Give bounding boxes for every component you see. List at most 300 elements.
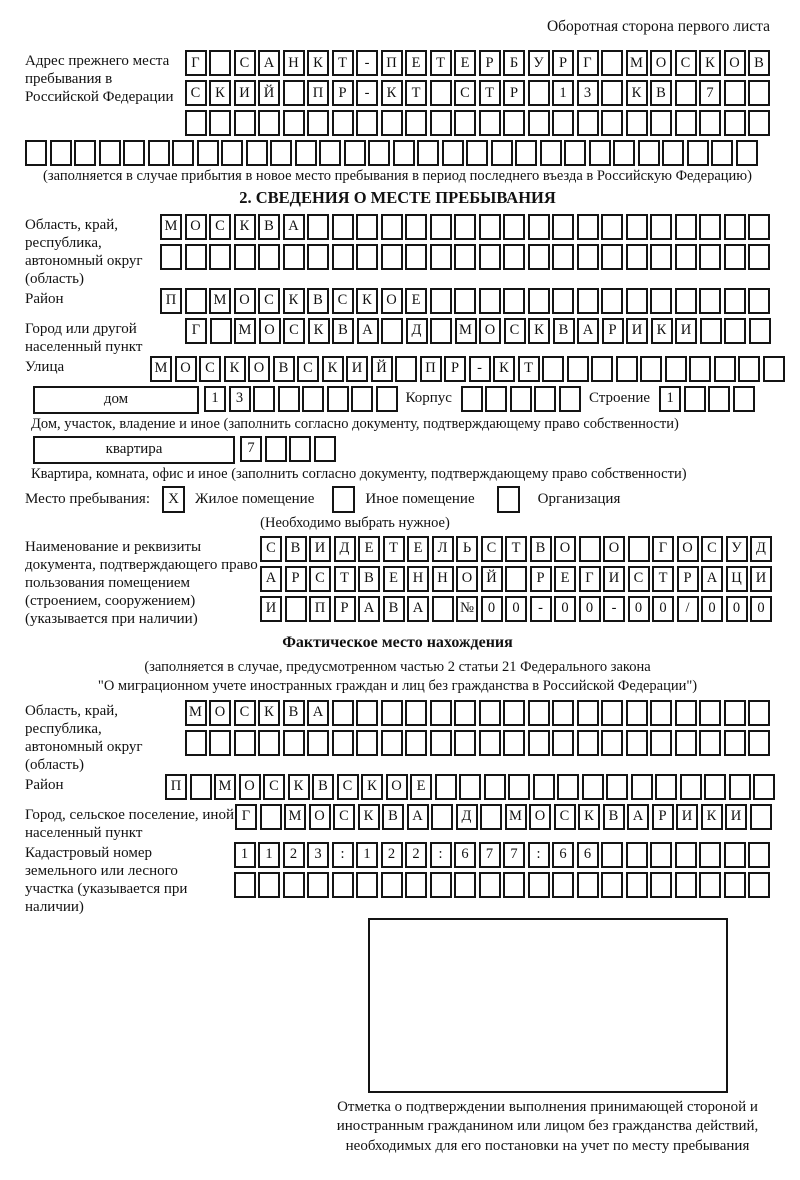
char-cell: Е: [407, 536, 429, 562]
char-cell: В: [383, 596, 405, 622]
char-cell: [626, 872, 648, 898]
char-cell: [479, 730, 501, 756]
checkbox-zhiloe: X: [162, 486, 185, 513]
char-cell: С: [481, 536, 503, 562]
char-cell: [503, 244, 525, 270]
char-cell: [210, 318, 232, 344]
char-cell: [356, 244, 378, 270]
char-cell: 0: [579, 596, 601, 622]
field-kvartira: [25, 436, 770, 464]
char-cell: Д: [334, 536, 356, 562]
char-cell: [466, 140, 488, 166]
oblast-row-2: [160, 244, 770, 270]
char-cell: П: [420, 356, 442, 382]
char-cell: [650, 700, 672, 726]
char-cell: [708, 386, 730, 412]
field-kadastr: [25, 842, 770, 916]
char-cell: 3: [577, 80, 599, 106]
char-cell: [606, 774, 628, 800]
char-cell: О: [175, 356, 197, 382]
char-cell: М: [185, 700, 207, 726]
kvartira-note: Квартира, комната, офис и иное (заполнить согласно документу, подтверждающему право собственности): [31, 465, 687, 482]
char-cell: [430, 80, 452, 106]
char-cell: [616, 356, 638, 382]
char-cell: У: [528, 50, 550, 76]
char-cell: [711, 140, 733, 166]
char-cell: :: [528, 842, 550, 868]
char-cell: [479, 872, 501, 898]
kadastr-row-2: [234, 872, 771, 898]
char-cell: №: [456, 596, 478, 622]
char-cell: С: [454, 80, 476, 106]
char-cell: Н: [432, 566, 454, 592]
char-cell: [591, 356, 613, 382]
char-cell: [265, 436, 287, 462]
char-cell: О: [386, 774, 408, 800]
char-cell: [285, 596, 307, 622]
char-cell: К: [283, 288, 305, 314]
char-cell: [748, 872, 770, 898]
char-cell: [589, 140, 611, 166]
char-cell: [190, 774, 212, 800]
char-cell: [332, 730, 354, 756]
char-cell: 6: [552, 842, 574, 868]
char-cell: К: [651, 318, 673, 344]
char-cell: М: [455, 318, 477, 344]
option-organizatsiya-label: Организация: [537, 490, 621, 507]
char-cell: Р: [652, 804, 674, 830]
char-cell: В: [358, 566, 380, 592]
field-mesto-type: [25, 486, 770, 513]
char-cell: О: [529, 804, 551, 830]
char-cell: [319, 140, 341, 166]
char-cell: А: [283, 214, 305, 240]
char-cell: [381, 214, 403, 240]
checkbox-organizatsiya: [497, 486, 520, 513]
char-cell: И: [676, 804, 698, 830]
field-doc: [25, 536, 770, 628]
char-cell: [454, 214, 476, 240]
char-cell: [628, 536, 650, 562]
char-cell: [748, 244, 770, 270]
fact-gorod-rows: [235, 804, 772, 834]
char-cell: 0: [750, 596, 772, 622]
char-cell: [503, 700, 525, 726]
char-cell: М: [284, 804, 306, 830]
char-cell: [577, 730, 599, 756]
char-cell: С: [628, 566, 650, 592]
char-cell: [479, 214, 501, 240]
char-cell: [684, 386, 706, 412]
char-cell: [258, 110, 280, 136]
char-cell: В: [285, 536, 307, 562]
char-cell: [430, 700, 452, 726]
char-cell: [209, 730, 231, 756]
char-cell: [748, 80, 770, 106]
char-cell: А: [258, 50, 280, 76]
field-prev-address: [25, 50, 770, 140]
char-cell: [528, 80, 550, 106]
char-cell: 3: [307, 842, 329, 868]
field-oblast: [25, 214, 770, 288]
char-cell: П: [160, 288, 182, 314]
char-cell: К: [699, 50, 721, 76]
char-cell: 0: [481, 596, 503, 622]
char-cell: [552, 214, 574, 240]
char-cell: [631, 774, 653, 800]
char-cell: [577, 700, 599, 726]
char-cell: О: [650, 50, 672, 76]
char-cell: [626, 214, 648, 240]
char-cell: 0: [628, 596, 650, 622]
char-cell: [640, 356, 662, 382]
char-cell: [650, 288, 672, 314]
rayon-label: Район: [25, 290, 64, 307]
char-cell: К: [358, 804, 380, 830]
char-cell: К: [209, 80, 231, 106]
char-cell: К: [361, 774, 383, 800]
char-cell: С: [234, 700, 256, 726]
char-cell: [381, 318, 403, 344]
char-cell: [552, 110, 574, 136]
char-cell: И: [725, 804, 747, 830]
char-cell: 1: [258, 842, 280, 868]
char-cell: И: [603, 566, 625, 592]
char-cell: [74, 140, 96, 166]
char-cell: [724, 288, 746, 314]
char-cell: О: [309, 804, 331, 830]
char-cell: [209, 110, 231, 136]
char-cell: П: [165, 774, 187, 800]
char-cell: С: [701, 536, 723, 562]
kvartira-cells: [240, 436, 336, 462]
char-cell: [650, 214, 672, 240]
char-cell: К: [701, 804, 723, 830]
char-cell: О: [479, 318, 501, 344]
char-cell: [626, 110, 648, 136]
char-cell: [687, 140, 709, 166]
gorod-row: [185, 318, 771, 344]
fact-oblast-row-1: [185, 700, 771, 726]
char-cell: [505, 566, 527, 592]
char-cell: [515, 140, 537, 166]
char-cell: [234, 872, 256, 898]
char-cell: [491, 140, 513, 166]
section2-title: 2. СВЕДЕНИЯ О МЕСТЕ ПРЕБЫВАНИЯ: [239, 187, 556, 207]
char-cell: [675, 214, 697, 240]
char-cell: [258, 872, 280, 898]
char-cell: [601, 288, 623, 314]
char-cell: 3: [229, 386, 251, 412]
char-cell: [302, 386, 324, 412]
char-cell: Г: [579, 566, 601, 592]
char-cell: [567, 356, 589, 382]
char-cell: С: [209, 214, 231, 240]
field-rayon: [25, 288, 770, 318]
gorod-rows: [185, 318, 771, 348]
char-cell: [724, 872, 746, 898]
char-cell: [750, 804, 772, 830]
stroenie-cells: [659, 386, 755, 412]
char-cell: [601, 80, 623, 106]
char-cell: В: [530, 536, 552, 562]
field-fact-gorod: [25, 804, 770, 842]
prev-address-row-2: [185, 80, 771, 106]
char-cell: [417, 140, 439, 166]
char-cell: К: [356, 288, 378, 314]
char-cell: [650, 842, 672, 868]
char-cell: С: [333, 804, 355, 830]
char-cell: С: [309, 566, 331, 592]
doc-label: Наименование и реквизиты документа, подтверждающего право пользования помещением (строением, сооружением) (указывается при наличии): [25, 538, 258, 627]
char-cell: [283, 80, 305, 106]
char-cell: 1: [234, 842, 256, 868]
char-cell: О: [234, 288, 256, 314]
char-cell: -: [603, 596, 625, 622]
char-cell: К: [224, 356, 246, 382]
char-cell: [528, 700, 550, 726]
char-cell: М: [160, 214, 182, 240]
char-cell: [724, 244, 746, 270]
char-cell: М: [150, 356, 172, 382]
char-cell: [736, 140, 758, 166]
char-cell: 7: [503, 842, 525, 868]
char-cell: [381, 110, 403, 136]
char-cell: [442, 140, 464, 166]
char-cell: [601, 214, 623, 240]
char-cell: [479, 288, 501, 314]
char-cell: [185, 730, 207, 756]
char-cell: К: [307, 50, 329, 76]
char-cell: Г: [185, 50, 207, 76]
char-cell: [484, 774, 506, 800]
char-cell: [577, 244, 599, 270]
char-cell: Р: [332, 80, 354, 106]
char-cell: В: [382, 804, 404, 830]
char-cell: Е: [358, 536, 380, 562]
char-cell: Л: [432, 536, 454, 562]
char-cell: 6: [577, 842, 599, 868]
dom-box: [33, 386, 199, 414]
char-cell: [351, 386, 373, 412]
char-cell: И: [675, 318, 697, 344]
char-cell: [307, 110, 329, 136]
char-cell: [503, 214, 525, 240]
char-cell: [733, 386, 755, 412]
char-cell: [454, 288, 476, 314]
char-cell: [699, 842, 721, 868]
char-cell: 7: [699, 80, 721, 106]
char-cell: [258, 244, 280, 270]
char-cell: П: [309, 596, 331, 622]
char-cell: :: [430, 842, 452, 868]
ulitsa-label: Улица: [25, 358, 65, 375]
char-cell: [724, 110, 746, 136]
char-cell: Й: [371, 356, 393, 382]
char-cell: [601, 730, 623, 756]
char-cell: И: [750, 566, 772, 592]
char-cell: В: [748, 50, 770, 76]
prev-address-row-4: [25, 140, 770, 166]
char-cell: М: [214, 774, 236, 800]
stamp-caption: Отметка о подтверждении выполнения принимающей стороной и иностранным гражданином или лицом без гражданства действий, необходимых для его постановки на учет по месту пребывания: [336, 1098, 759, 1154]
char-cell: [724, 318, 746, 344]
char-cell: [748, 730, 770, 756]
char-cell: О: [677, 536, 699, 562]
char-cell: [209, 244, 231, 270]
char-cell: С: [258, 288, 280, 314]
char-cell: Р: [552, 50, 574, 76]
char-cell: [431, 804, 453, 830]
char-cell: [700, 318, 722, 344]
char-cell: [528, 110, 550, 136]
char-cell: [381, 872, 403, 898]
char-cell: [148, 140, 170, 166]
char-cell: Ц: [726, 566, 748, 592]
fact-gorod-row: [235, 804, 772, 830]
char-cell: [479, 244, 501, 270]
char-cell: [172, 140, 194, 166]
char-cell: [650, 244, 672, 270]
char-cell: В: [258, 214, 280, 240]
char-cell: [724, 80, 746, 106]
char-cell: [601, 110, 623, 136]
char-cell: [50, 140, 72, 166]
char-cell: Р: [479, 50, 501, 76]
char-cell: К: [578, 804, 600, 830]
char-cell: [699, 214, 721, 240]
char-cell: 1: [356, 842, 378, 868]
oblast-label: Область, край, республика, автономный округ (область): [25, 216, 143, 287]
char-cell: И: [309, 536, 331, 562]
char-cell: [356, 872, 378, 898]
char-cell: [503, 872, 525, 898]
char-cell: [533, 774, 555, 800]
char-cell: [601, 842, 623, 868]
char-cell: [479, 110, 501, 136]
char-cell: [557, 774, 579, 800]
char-cell: В: [283, 700, 305, 726]
dom-box-label: дом: [103, 391, 129, 408]
char-cell: -: [356, 50, 378, 76]
char-cell: [675, 730, 697, 756]
char-cell: [332, 700, 354, 726]
stamp-area: [325, 918, 770, 1157]
char-cell: Р: [530, 566, 552, 592]
char-cell: 1: [659, 386, 681, 412]
char-cell: [675, 80, 697, 106]
fact-oblast-row-2: [185, 730, 771, 756]
char-cell: [393, 140, 415, 166]
char-cell: [234, 730, 256, 756]
char-cell: [577, 872, 599, 898]
char-cell: С: [234, 50, 256, 76]
char-cell: [503, 730, 525, 756]
char-cell: [582, 774, 604, 800]
char-cell: Т: [652, 566, 674, 592]
char-cell: -: [356, 80, 378, 106]
char-cell: [405, 700, 427, 726]
char-cell: С: [263, 774, 285, 800]
char-cell: [552, 244, 574, 270]
char-cell: [699, 244, 721, 270]
doc-row-3: [260, 596, 772, 622]
char-cell: 0: [701, 596, 723, 622]
char-cell: О: [603, 536, 625, 562]
char-cell: [528, 288, 550, 314]
char-cell: В: [553, 318, 575, 344]
doc-row-1: [260, 536, 772, 562]
char-cell: Н: [283, 50, 305, 76]
char-cell: [435, 774, 457, 800]
char-cell: [185, 110, 207, 136]
char-cell: Е: [405, 50, 427, 76]
kadastr-row-1: [234, 842, 771, 868]
stamp-box: [368, 918, 728, 1093]
fact-title: Фактическое место нахождения: [282, 633, 513, 651]
char-cell: [675, 244, 697, 270]
mesto-label: Место пребывания:: [25, 490, 150, 507]
char-cell: [454, 730, 476, 756]
field-fact-rayon: [25, 774, 770, 804]
char-cell: [724, 842, 746, 868]
char-cell: С: [199, 356, 221, 382]
char-cell: [748, 842, 770, 868]
korpus-cells: [461, 386, 581, 412]
char-cell: [528, 872, 550, 898]
char-cell: [258, 730, 280, 756]
char-cell: А: [701, 566, 723, 592]
char-cell: -: [530, 596, 552, 622]
char-cell: [381, 730, 403, 756]
char-cell: Г: [652, 536, 674, 562]
char-cell: [253, 386, 275, 412]
char-cell: О: [239, 774, 261, 800]
char-cell: [430, 244, 452, 270]
char-cell: [332, 872, 354, 898]
char-cell: [748, 110, 770, 136]
char-cell: [748, 700, 770, 726]
checkbox-inoe: [332, 486, 355, 513]
prev-address-row-3: [185, 110, 771, 136]
char-cell: [368, 140, 390, 166]
field-fact-oblast: [25, 700, 770, 774]
char-cell: 2: [405, 842, 427, 868]
char-cell: [675, 110, 697, 136]
dom-note: Дом, участок, владение и иное (заполнить согласно документу, подтверждающему право собственности): [31, 415, 679, 432]
char-cell: [289, 436, 311, 462]
char-cell: О: [554, 536, 576, 562]
mesto-note: (Необходимо выбрать нужное): [260, 514, 450, 531]
char-cell: [246, 140, 268, 166]
char-cell: С: [554, 804, 576, 830]
char-cell: [283, 872, 305, 898]
char-cell: [724, 730, 746, 756]
char-cell: [356, 700, 378, 726]
char-cell: [327, 386, 349, 412]
char-cell: [638, 140, 660, 166]
rayon-row: [160, 288, 770, 314]
char-cell: К: [258, 700, 280, 726]
char-cell: [332, 244, 354, 270]
dom-cells: [204, 386, 398, 412]
char-cell: [724, 700, 746, 726]
char-cell: [185, 244, 207, 270]
char-cell: Е: [410, 774, 432, 800]
char-cell: [675, 288, 697, 314]
char-cell: [601, 244, 623, 270]
char-cell: [454, 872, 476, 898]
